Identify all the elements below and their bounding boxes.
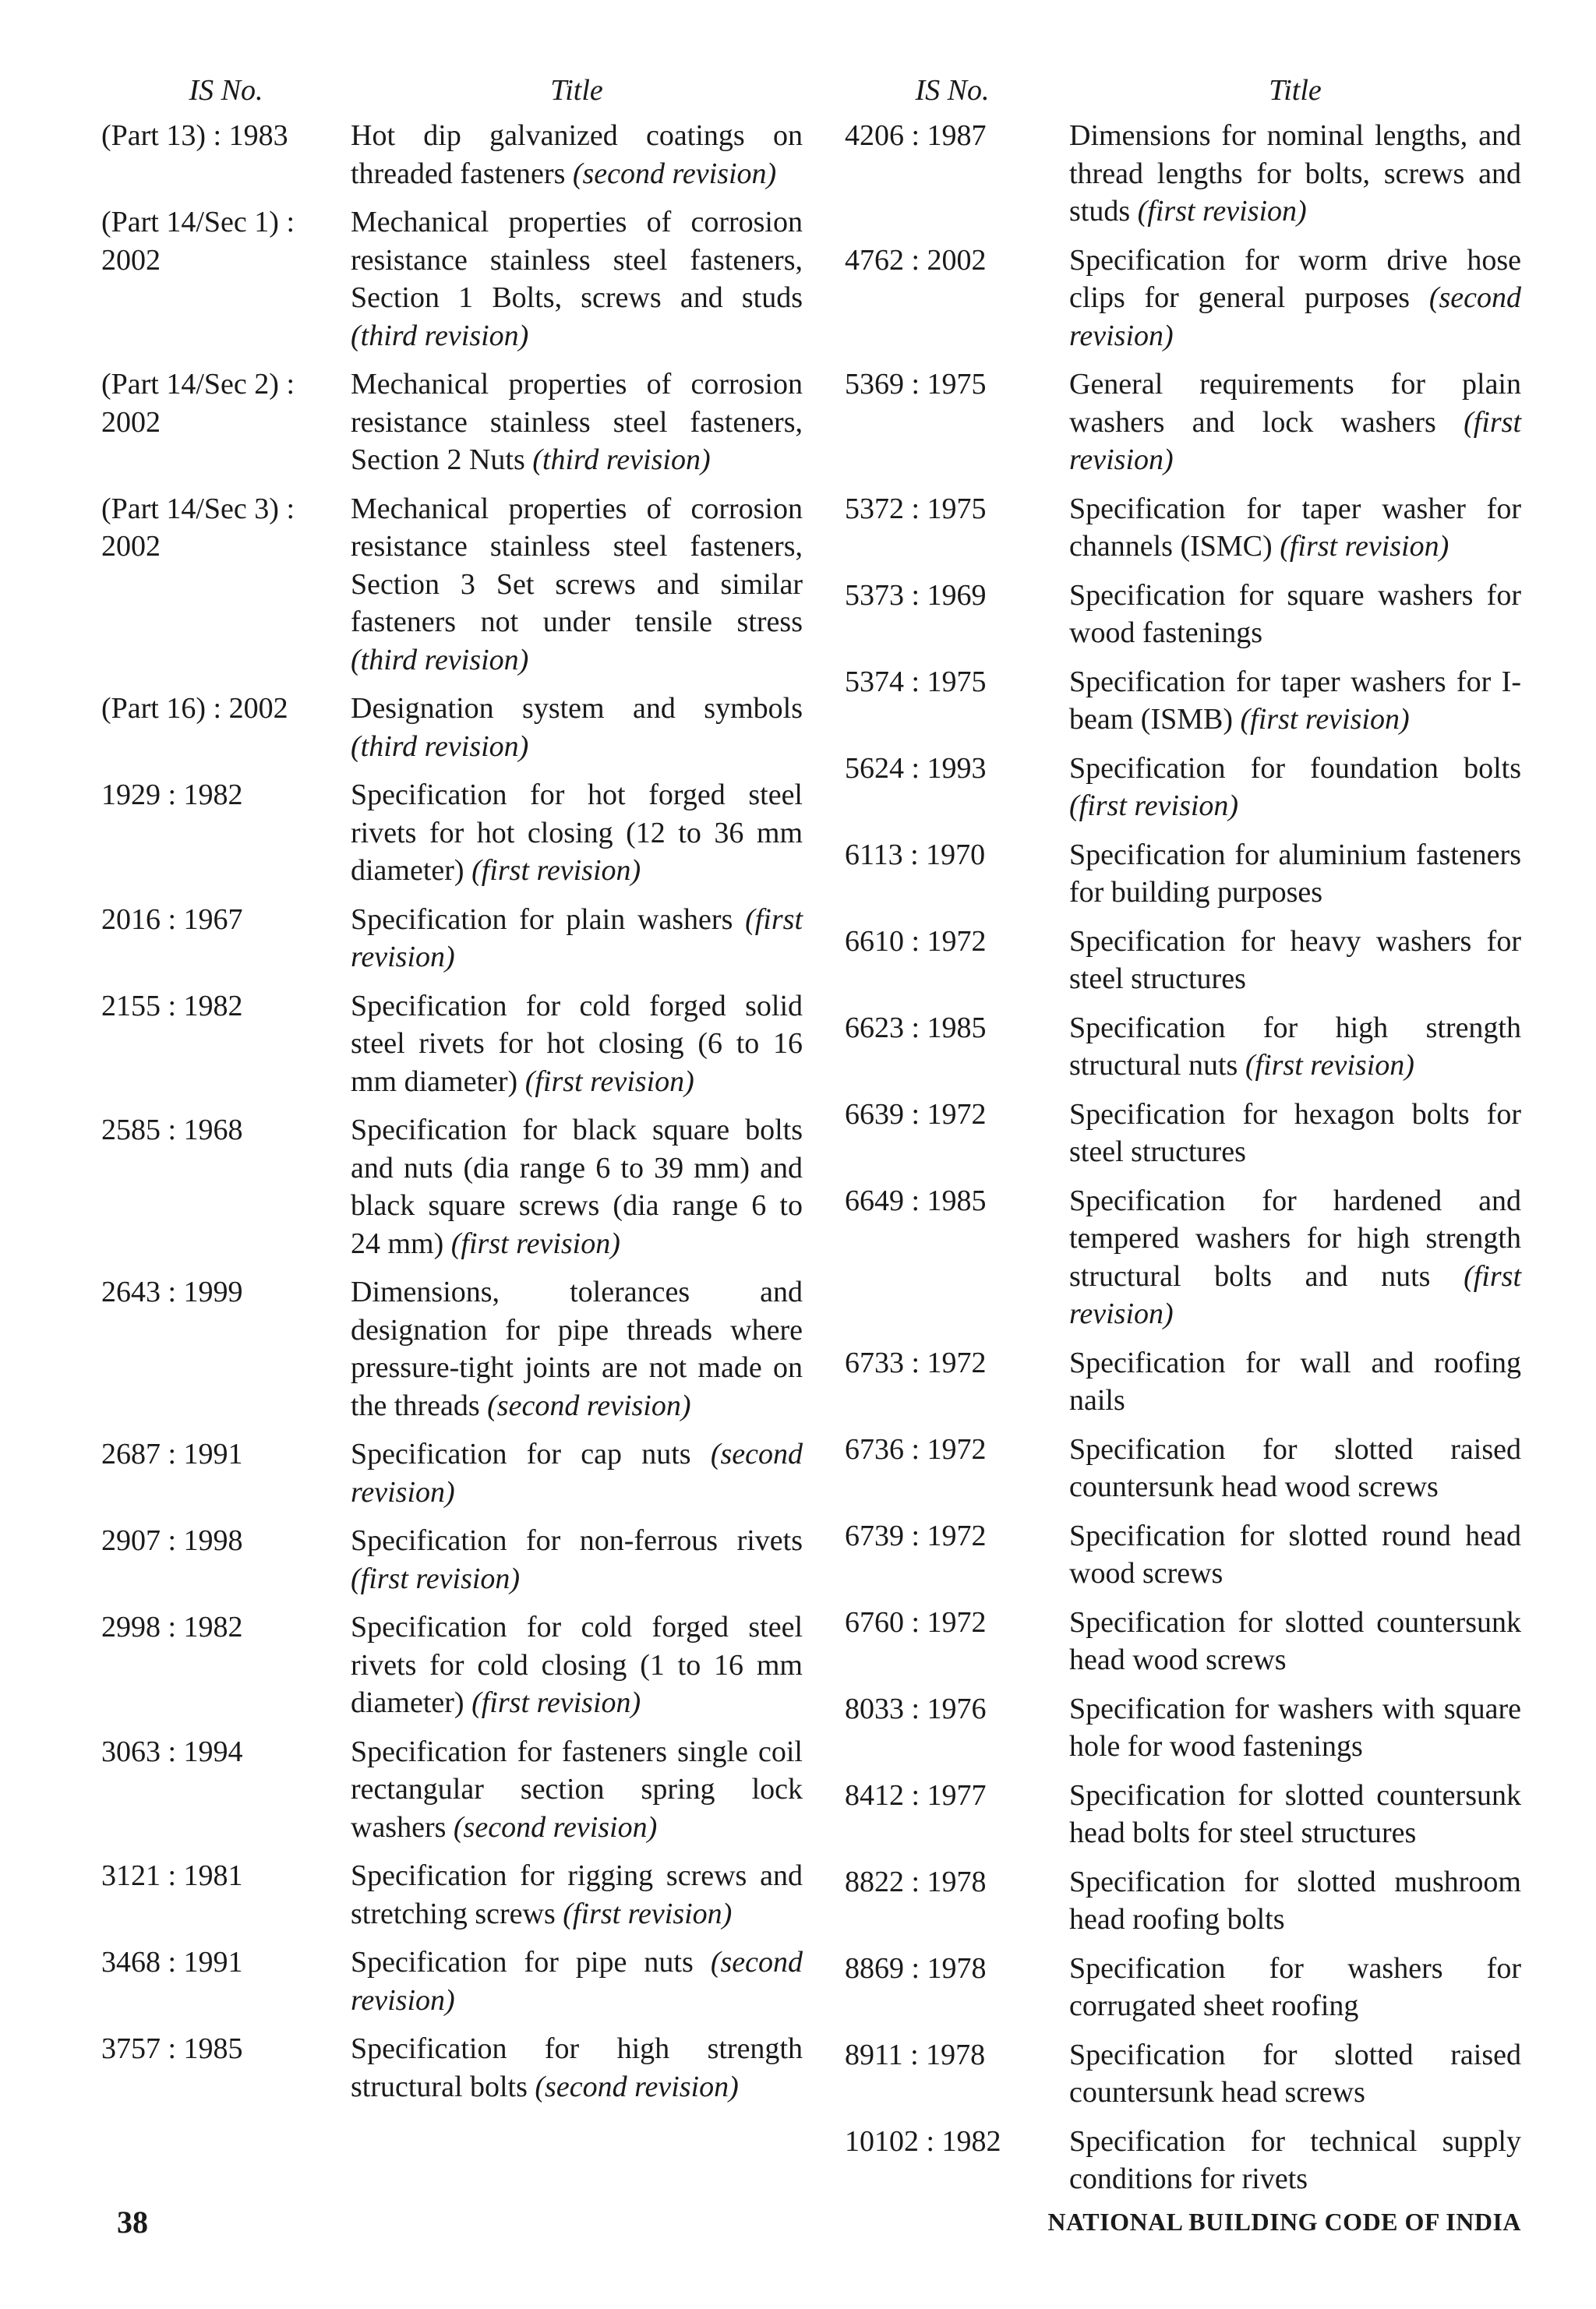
- revision-note: (first revision): [471, 1686, 641, 1719]
- is-number: (Part 13) : 1983: [101, 119, 288, 152]
- title-text: Specification for slotted countersunk head bolts for steel structures: [1069, 1778, 1521, 1849]
- is-number: 2643 : 1999: [101, 1276, 243, 1308]
- standard-row: [835, 750, 1521, 825]
- standard-row: [835, 1182, 1521, 1333]
- standard-title: [351, 1435, 803, 1511]
- revision-note: (third revision): [532, 443, 711, 476]
- is-number: 6733 : 1972: [845, 1346, 987, 1379]
- title-text: Specification for heavy washers for steel structures: [1069, 924, 1521, 995]
- is-number: 3121 : 1981: [101, 1859, 243, 1892]
- is-number: 6639 : 1972: [845, 1097, 987, 1131]
- is-no-header: IS No.: [915, 74, 990, 107]
- title-text: Specification for high strength structural bolts: [351, 2032, 803, 2103]
- standard-title: [1069, 117, 1521, 231]
- title-text: Specification for technical supply conditions for rivets: [1069, 2124, 1521, 2195]
- standard-title: [351, 365, 803, 479]
- is-number: 2585 : 1968: [101, 1114, 243, 1146]
- title-text: Specification for pipe nuts: [351, 1946, 694, 1979]
- is-number: 6113 : 1970: [845, 838, 986, 871]
- is-number: 8412 : 1977: [845, 1778, 987, 1812]
- standard-title: [351, 1522, 803, 1598]
- title-text: General requirements for plain washers and lock washers: [1069, 368, 1521, 439]
- is-number: 2998 : 1982: [101, 1611, 243, 1643]
- revision-note: (first revision): [1280, 530, 1449, 563]
- standard-row: [101, 1273, 803, 1425]
- revision-note: (first revision): [351, 902, 803, 973]
- is-number: 4762 : 2002: [845, 243, 987, 277]
- standard-title: [1069, 365, 1521, 479]
- is-no-header: IS No.: [189, 74, 263, 107]
- title-text: Specification for taper washer for channels (ISMC): [1069, 492, 1521, 563]
- is-number: 6760 : 1972: [845, 1605, 987, 1639]
- standard-title: [1069, 1431, 1521, 1506]
- right-standards-column: [835, 72, 1521, 2209]
- is-number: 8033 : 1976: [845, 1692, 987, 1725]
- standard-title: [1069, 1690, 1521, 1766]
- standard-row: [835, 836, 1521, 912]
- standard-row: [101, 2030, 803, 2106]
- standard-row: [835, 1344, 1521, 1420]
- standard-row: [101, 901, 803, 976]
- standard-row: [835, 2036, 1521, 2112]
- standard-title: [351, 776, 803, 890]
- revision-note: (first revision): [1240, 703, 1410, 736]
- standard-title: [351, 490, 803, 680]
- revision-note: (third revision): [351, 319, 529, 352]
- standard-row: [101, 987, 803, 1101]
- standard-title: [1069, 836, 1521, 912]
- standard-row: [835, 1863, 1521, 1939]
- standard-row: [835, 577, 1521, 652]
- is-number: 3468 : 1991: [101, 1946, 243, 1979]
- standard-row: [835, 1009, 1521, 1085]
- standard-row: [101, 117, 803, 192]
- standard-title: [351, 203, 803, 355]
- revision-note: (second revision): [572, 157, 777, 190]
- standard-row: [835, 490, 1521, 566]
- is-number: (Part 14/Sec 3) : 2002: [101, 492, 295, 563]
- standard-title: [351, 1857, 803, 1933]
- is-number: 3063 : 1994: [101, 1735, 243, 1768]
- is-number: 4206 : 1987: [845, 119, 987, 152]
- standard-title: [1069, 1863, 1521, 1939]
- title-header: Title: [1269, 74, 1322, 107]
- is-number: 5372 : 1975: [845, 492, 987, 525]
- standard-title: [1069, 1604, 1521, 1679]
- title-text: Specification for wall and roofing nails: [1069, 1346, 1521, 1417]
- is-number: 2687 : 1991: [101, 1438, 243, 1470]
- title-text: Specification for slotted round head wood screws: [1069, 1519, 1521, 1590]
- revision-note: (first revision): [1069, 405, 1521, 476]
- standard-title: [351, 1273, 803, 1425]
- standard-title: [351, 1944, 803, 2019]
- is-number: 10102 : 1982: [845, 2124, 1001, 2158]
- standard-row: [101, 1944, 803, 2019]
- revision-note: (second revision): [487, 1389, 691, 1422]
- revision-note: (second revision): [453, 1810, 658, 1844]
- is-number: (Part 16) : 2002: [101, 692, 288, 725]
- standard-title: [1069, 242, 1521, 355]
- title-text: Specification for slotted raised countersunk head screws: [1069, 2038, 1521, 2109]
- standard-row: [835, 1690, 1521, 1766]
- title-text: Specification for slotted mushroom head roofing bolts: [1069, 1865, 1521, 1936]
- title-text: Specification for washers for corrugated sheet roofing: [1069, 1951, 1521, 2022]
- standard-title: [351, 1608, 803, 1722]
- revision-note: (second revision): [1069, 281, 1521, 352]
- standard-title: [351, 987, 803, 1101]
- standard-row: [835, 1517, 1521, 1593]
- title-text: Specification for square washers for wood fastenings: [1069, 578, 1521, 649]
- revision-note: (first revision): [563, 1897, 733, 1930]
- is-number: (Part 14/Sec 2) : 2002: [101, 368, 295, 439]
- title-text: Mechanical properties of corrosion resistance stainless steel fasteners, Section 3 Set screws and similar fasteners not under tensile stress: [351, 492, 803, 638]
- standard-row: [101, 203, 803, 355]
- standard-row: [101, 776, 803, 890]
- title-text: Specification for washers with square hole for wood fastenings: [1069, 1692, 1521, 1763]
- is-number: 8822 : 1978: [845, 1865, 987, 1898]
- standard-title: [1069, 1777, 1521, 1852]
- left-standards-column: [101, 72, 803, 2117]
- standard-row: [835, 1950, 1521, 2025]
- standard-row: [835, 1431, 1521, 1506]
- standard-row: [835, 1096, 1521, 1171]
- title-text: Specification for foundation bolts: [1069, 751, 1521, 785]
- standard-title: [1069, 1009, 1521, 1085]
- standard-title: [1069, 1096, 1521, 1171]
- title-header: Title: [550, 74, 603, 107]
- standard-title: [1069, 490, 1521, 566]
- is-number: (Part 14/Sec 1) : 2002: [101, 206, 295, 277]
- standard-row: [835, 923, 1521, 998]
- title-text: Specification for hardened and tempered washers for high strength structural bolts and nuts: [1069, 1184, 1521, 1293]
- standard-row: [101, 365, 803, 479]
- is-number: 3757 : 1985: [101, 2032, 243, 2065]
- footer-title: NATIONAL BUILDING CODE OF INDIA: [1047, 2208, 1521, 2236]
- title-text: Mechanical properties of corrosion resistance stainless steel fasteners, Section 2 Nuts: [351, 368, 803, 476]
- is-number: 6739 : 1972: [845, 1519, 987, 1552]
- title-text: Specification for high strength structural nuts: [1069, 1011, 1521, 1082]
- revision-note: (first revision): [450, 1227, 620, 1260]
- standard-row: [835, 1777, 1521, 1852]
- revision-note: (third revision): [351, 729, 529, 763]
- standard-title: [1069, 1950, 1521, 2025]
- revision-note: (first revision): [524, 1064, 694, 1098]
- title-text: Specification for cold forged steel rivets for cold closing (1 to 16 mm diameter): [351, 1611, 803, 1719]
- left-standards-list: [101, 117, 803, 2106]
- title-text: Specification for plain washers: [351, 902, 733, 936]
- standard-title: [1069, 1344, 1521, 1420]
- title-text: Specification for worm drive hose clips for general purposes: [1069, 243, 1521, 314]
- is-number: 8869 : 1978: [845, 1951, 987, 1985]
- title-text: Specification for black square bolts and nuts (dia range 6 to 39 mm) and black square screws (dia range 6 to 24 mm): [351, 1114, 803, 1260]
- standard-title: [1069, 750, 1521, 825]
- revision-note: (second revision): [535, 2070, 739, 2103]
- standard-row: [101, 1435, 803, 1511]
- standard-title: [351, 2030, 803, 2106]
- title-text: Designation system and symbols: [351, 692, 803, 725]
- title-text: Specification for cap nuts: [351, 1438, 691, 1470]
- standard-title: [1069, 923, 1521, 998]
- title-text: Specification for rigging screws and stretching screws: [351, 1859, 803, 1930]
- revision-note: (second revision): [351, 1438, 803, 1509]
- standard-row: [835, 365, 1521, 479]
- is-number: 5369 : 1975: [845, 368, 987, 401]
- revision-note: (second revision): [351, 1946, 803, 2017]
- left-column-header: [101, 72, 803, 109]
- title-text: Dimensions, tolerances and designation for pipe threads where pressure-tight joints are not made on the threads: [351, 1276, 803, 1422]
- is-number: 6649 : 1985: [845, 1184, 987, 1217]
- standard-title: [351, 117, 803, 192]
- title-text: Specification for slotted countersunk head wood screws: [1069, 1605, 1521, 1676]
- is-number: 6736 : 1972: [845, 1432, 987, 1466]
- right-column-header: [835, 72, 1521, 109]
- revision-note: (first revision): [1137, 195, 1307, 228]
- title-text: Specification for hexagon bolts for steel structures: [1069, 1097, 1521, 1168]
- standard-title: [1069, 1182, 1521, 1333]
- is-number: 5373 : 1969: [845, 578, 987, 612]
- standard-row: [101, 1522, 803, 1598]
- standard-title: [1069, 1517, 1521, 1593]
- page-number: 38: [117, 2205, 148, 2240]
- standard-title: [1069, 577, 1521, 652]
- standard-row: [101, 1608, 803, 1722]
- is-number: 6610 : 1972: [845, 924, 987, 958]
- is-number: 2155 : 1982: [101, 989, 243, 1022]
- title-text: Dimensions for nominal lengths, and thread lengths for bolts, screws and studs: [1069, 119, 1521, 228]
- title-text: Mechanical properties of corrosion resistance stainless steel fasteners, Section 1 Bolts, screws and studs: [351, 206, 803, 314]
- is-number: 1929 : 1982: [101, 778, 243, 811]
- revision-note: (first revision): [1069, 789, 1239, 822]
- standard-row: [101, 1857, 803, 1933]
- revision-note: (first revision): [1069, 1259, 1521, 1330]
- is-number: 8911 : 1978: [845, 2038, 986, 2071]
- is-number: 2907 : 1998: [101, 1524, 243, 1557]
- standard-title: [351, 1111, 803, 1262]
- title-text: Hot dip galvanized coatings on threaded fasteners: [351, 119, 803, 190]
- standard-row: [101, 1733, 803, 1847]
- title-text: Specification for cold forged solid steel rivets for hot closing (6 to 16 mm diameter): [351, 989, 803, 1098]
- standard-title: [351, 1733, 803, 1847]
- standard-row: [835, 117, 1521, 231]
- revision-note: (first revision): [1245, 1049, 1414, 1082]
- standard-title: [351, 901, 803, 976]
- standard-row: [101, 490, 803, 680]
- standard-title: [351, 690, 803, 765]
- is-number: 6623 : 1985: [845, 1011, 987, 1044]
- standard-row: [835, 242, 1521, 355]
- title-text: Specification for hot forged steel rivets for hot closing (12 to 36 mm diameter): [351, 778, 803, 887]
- revision-note: (first revision): [351, 1562, 521, 1595]
- standard-row: [835, 663, 1521, 739]
- standard-row: [835, 1604, 1521, 1679]
- standard-row: [835, 2123, 1521, 2198]
- title-text: Specification for aluminium fasteners for building purposes: [1069, 838, 1521, 909]
- standard-row: [101, 690, 803, 765]
- is-number: 5374 : 1975: [845, 665, 987, 698]
- revision-note: (first revision): [471, 854, 641, 887]
- title-text: Specification for fasteners single coil rectangular section spring lock washers: [351, 1735, 803, 1844]
- standard-title: [1069, 2036, 1521, 2112]
- title-text: Specification for non-ferrous rivets: [351, 1524, 803, 1557]
- title-text: Specification for slotted raised countersunk head wood screws: [1069, 1432, 1521, 1503]
- title-text: Specification for taper washers for I-beam (ISMB): [1069, 665, 1521, 736]
- standard-title: [1069, 2123, 1521, 2198]
- revision-note: (third revision): [351, 643, 529, 676]
- is-number: 2016 : 1967: [101, 902, 243, 936]
- right-standards-list: [835, 117, 1521, 2198]
- is-number: 5624 : 1993: [845, 751, 987, 785]
- standard-title: [1069, 663, 1521, 739]
- standard-row: [101, 1111, 803, 1262]
